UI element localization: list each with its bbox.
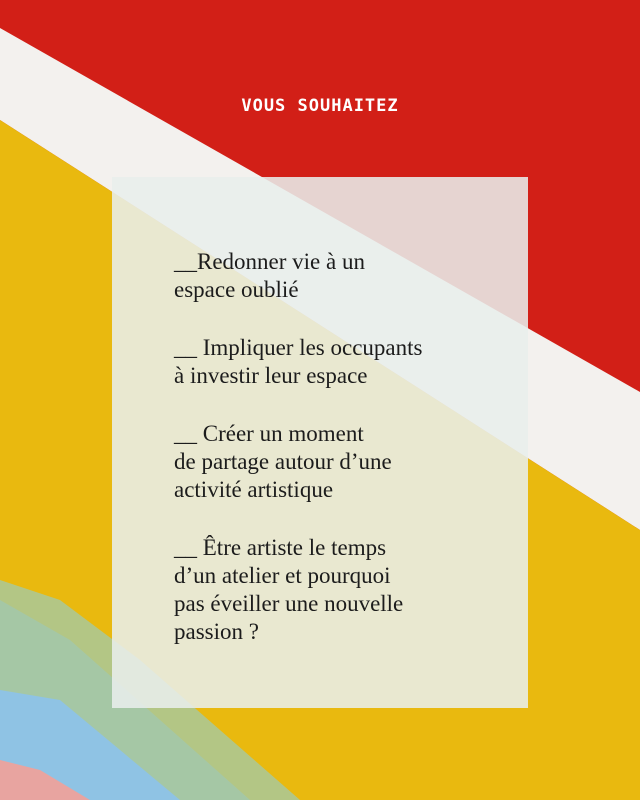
wish-list xyxy=(174,248,504,676)
heading: VOUS SOUHAITEZ xyxy=(241,96,399,116)
list-item: __ Impliquer les occupants à investir leur espace xyxy=(174,335,423,388)
list-item: __ Créer un moment de partage autour d’une activité artistique xyxy=(174,421,392,502)
list-item: __ Être artiste le temps d’un atelier et pourquoi pas éveiller une nouvelle passion ? xyxy=(174,535,404,644)
list-item: __Redonner vie à un espace oublié xyxy=(174,249,365,302)
